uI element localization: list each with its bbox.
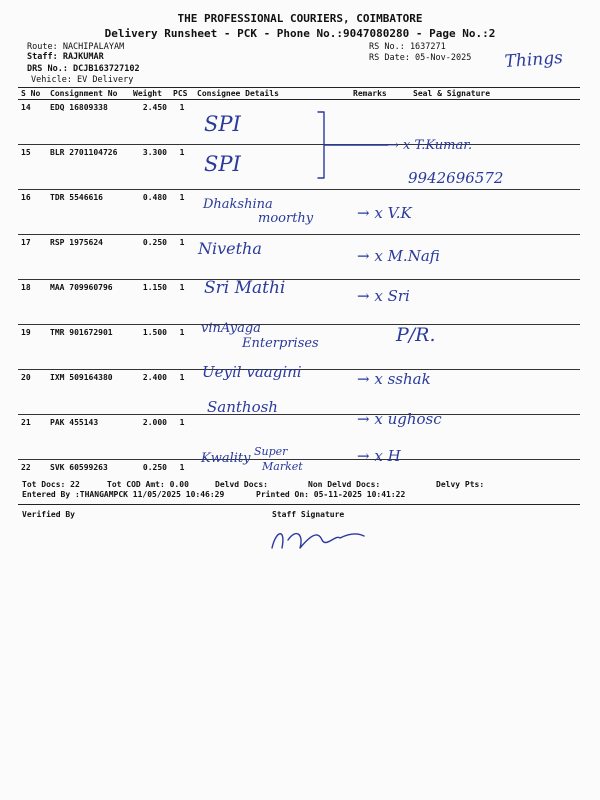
total-cod: Tot COD Amt: 0.00 — [107, 480, 189, 489]
table-row: 20 IXM 509164380 2.400 1 — [18, 370, 580, 415]
col-pcs: PCS — [170, 88, 194, 100]
delivery-points: Delvy Pts: — [436, 480, 485, 489]
table-row: 15 BLR 2701104726 3.300 1 — [18, 145, 580, 190]
vehicle-label: Vehicle: EV Delivery — [31, 75, 134, 85]
table-header-row — [18, 88, 580, 100]
delivered-docs: Delvd Docs: — [215, 480, 268, 489]
remark-18: → x Sri — [357, 287, 410, 305]
staff-signature-ink — [272, 534, 364, 548]
table-row: 22 SVK 60599263 0.250 1 — [18, 460, 580, 505]
consignee-15: SPI — [204, 152, 241, 176]
consignee-22c: Market — [262, 460, 303, 473]
consignee-19b: Enterprises — [242, 336, 319, 351]
col-remarks: Remarks — [350, 88, 401, 100]
rs-date: RS Date: 05-Nov-2025 — [369, 53, 472, 63]
remark-17: → x M.Nafi — [357, 247, 440, 265]
rs-number: RS No.: 1637271 — [369, 42, 446, 52]
total-docs: Tot Docs: 22 — [22, 480, 80, 489]
table-row: 21 PAK 455143 2.000 1 — [18, 415, 580, 460]
remark-20: → x sshak — [357, 370, 431, 388]
table-row: 16 TDR 5546616 0.480 1 — [18, 190, 580, 235]
table-row: 19 TMR 901672901 1.500 1 — [18, 325, 580, 370]
route-label: Route: NACHIPALAYAM — [27, 42, 125, 52]
entered-by: Entered By :THANGAMPCK 11/05/2025 10:46:29 — [22, 490, 225, 499]
verified-by: Verified By — [22, 510, 75, 519]
consignee-20: Ueyil vaagini — [202, 363, 302, 381]
table-body — [18, 100, 580, 505]
remark-19: P/R. — [396, 324, 436, 346]
consignee-22b: Super — [254, 445, 288, 458]
phone-note: 9942696572 — [408, 169, 504, 187]
remark-22: → x H — [357, 447, 401, 465]
remark-15: → x T.Kumar. — [388, 138, 473, 153]
remark-16: → x V.K — [357, 204, 412, 222]
remark-21: → x ughosc — [357, 410, 442, 428]
table-row: 17 RSP 1975624 0.250 1 — [18, 235, 580, 280]
runsheet-subtitle: Delivery Runsheet - PCK - Phone No.:9047080280 - Page No.:2 — [104, 27, 496, 40]
printed-on: Printed On: 05-11-2025 10:41:22 — [256, 490, 406, 499]
table-row: 18 MAA 709960796 1.150 1 — [18, 280, 580, 325]
col-consignment: Consignment No — [47, 88, 130, 100]
table-row: 14 EDQ 16809338 2.450 1 — [18, 100, 580, 145]
consignee-18: Sri Mathi — [204, 278, 286, 298]
staff-signature-label: Staff Signature — [272, 510, 345, 519]
drs-number: DRS No.: DCJB163727102 — [27, 64, 140, 74]
col-weight: Weight — [130, 88, 170, 100]
col-consignee: Consignee Details — [194, 88, 350, 100]
non-delivered-docs: Non Delvd Docs: — [308, 480, 381, 489]
consignee-21: Santhosh — [207, 398, 278, 416]
company-title: THE PROFESSIONAL COURIERS, COIMBATORE — [177, 12, 423, 25]
consignee-16a: Dhakshina — [203, 197, 273, 212]
delivery-table — [18, 87, 580, 505]
corner-note: Things — [503, 47, 564, 72]
consignee-22a: Kwality — [201, 451, 251, 466]
consignee-19a: vinAyaga — [201, 321, 261, 336]
staff-label: Staff: RAJKUMAR — [27, 52, 104, 62]
col-sno: S No — [18, 88, 47, 100]
consignee-17: Nivetha — [198, 239, 262, 258]
consignee-14: SPI — [204, 112, 241, 136]
col-seal: Seal & Signature — [401, 88, 580, 100]
consignee-16b: moorthy — [258, 211, 314, 226]
